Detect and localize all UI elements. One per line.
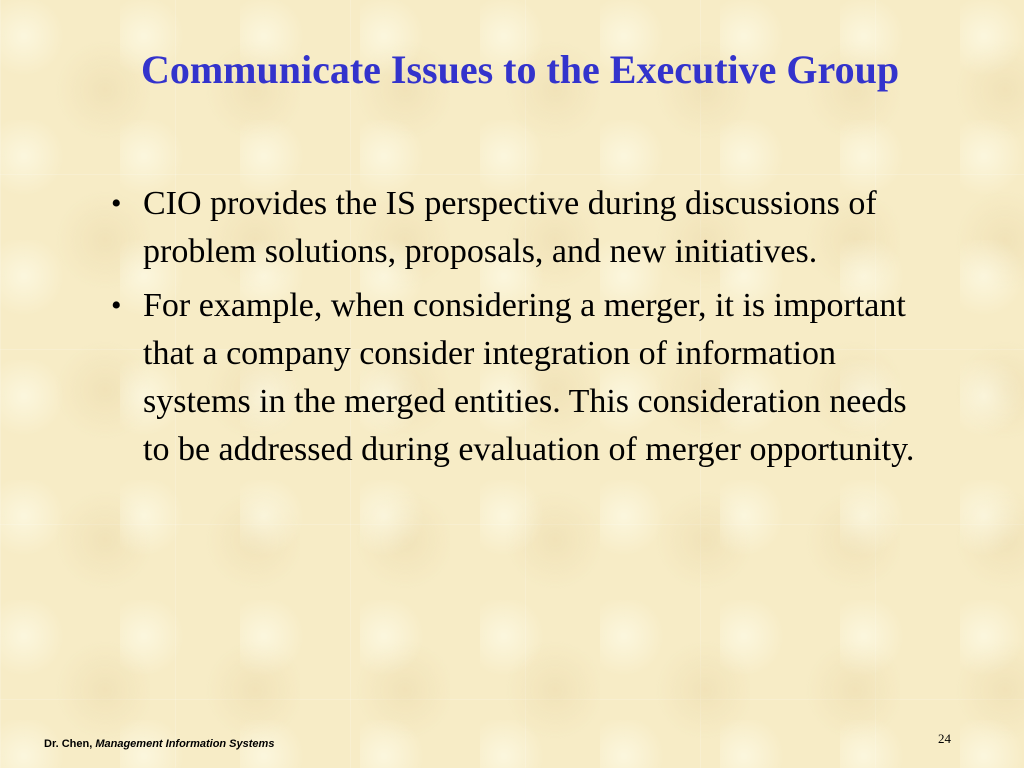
bullet-item <box>105 180 935 276</box>
bullet-list <box>105 180 935 480</box>
footer-author: Dr. Chen, <box>44 738 96 750</box>
footer-course: Management Information Systems <box>95 738 275 750</box>
bullet-icon: • <box>111 187 122 220</box>
slide-title: Communicate Issues to the Executive Group <box>140 47 900 92</box>
page-number: 24 <box>938 731 951 746</box>
footer-credit <box>44 738 274 750</box>
bullet-text: For example, when considering a merger, it is important that a company consider integration of information systems in the merged entities. This consideration needs to be addressed during evaluation of merger opportunity. <box>143 287 915 468</box>
bullet-text: CIO provides the IS perspective during discussions of problem solutions, proposals, and new initiatives. <box>143 185 877 270</box>
bullet-item <box>105 282 935 474</box>
bullet-icon: • <box>111 289 122 322</box>
